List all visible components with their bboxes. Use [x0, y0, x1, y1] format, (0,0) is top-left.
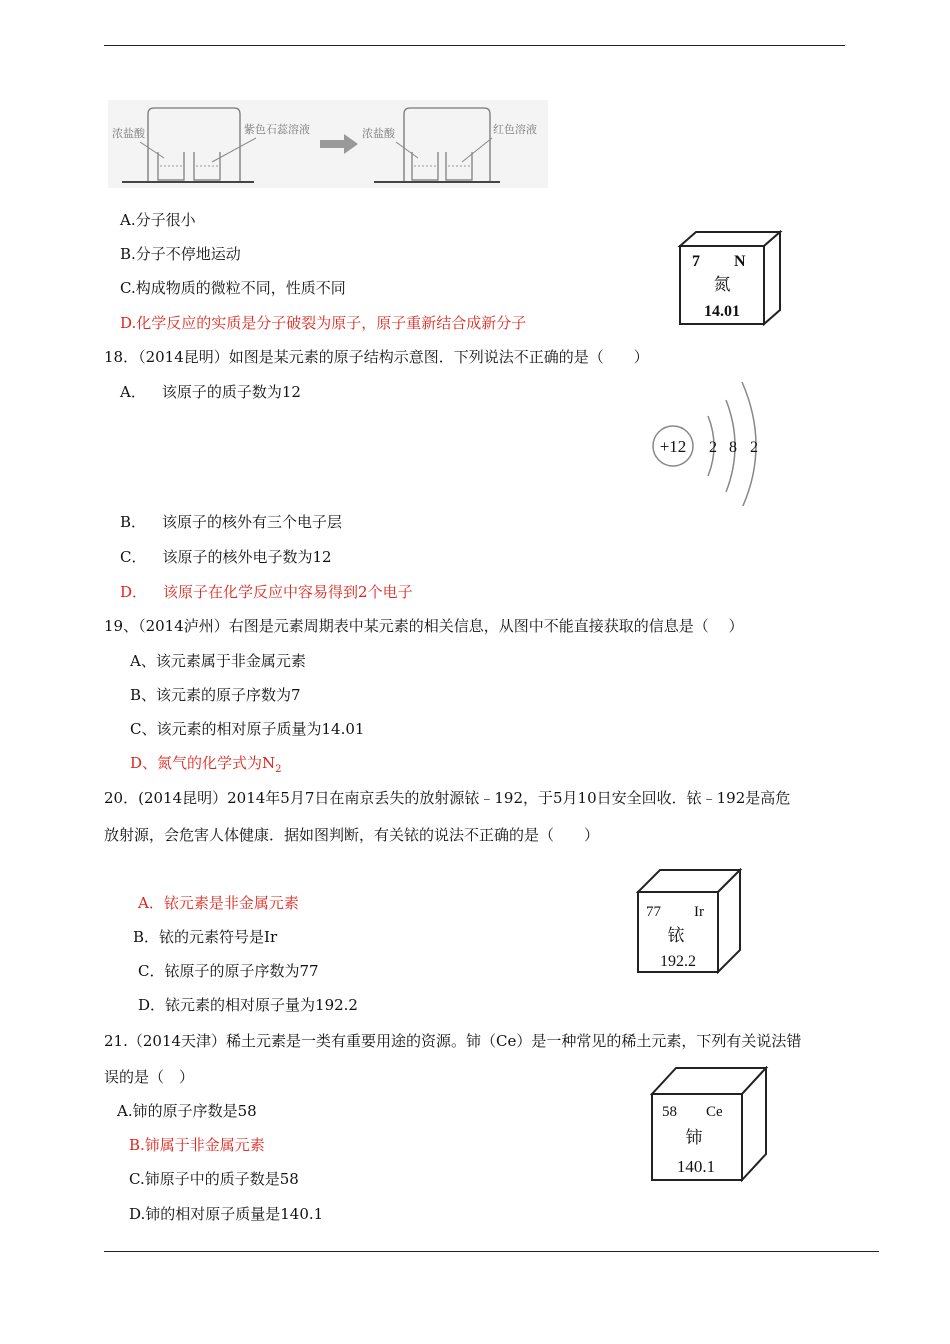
q17-option-a: A.分子很小 [120, 211, 196, 229]
iridium-number: 77 [646, 904, 661, 920]
footer-rule [104, 1251, 879, 1252]
q18-option-a-label: A． [120, 383, 146, 401]
q18-option-c-label: C． [120, 548, 147, 566]
q20-stem-line-1: 20．(2014昆明）2014年5月7日在南京丢失的放射源铱﹣192，于5月10日安全回收．铱﹣192是高危 [104, 789, 791, 807]
left-acid-label: 浓盐酸 [112, 127, 145, 140]
q18-option-d-answer [120, 582, 413, 602]
experiment-figure [108, 100, 548, 188]
cerium-number: 58 [662, 1104, 677, 1120]
q18-option-b-text: 该原子的核外有三个电子层 [162, 513, 343, 531]
electron-count-shell-3: 2 [750, 439, 758, 456]
q20-option-a-answer: A．铱元素是非金属元素 [138, 894, 299, 912]
q21-option-c: C.铈原子中的质子数是58 [129, 1170, 299, 1188]
atom-structure-diagram [646, 376, 766, 506]
nitrogen-name: 氮 [713, 275, 731, 294]
iridium-element-card [636, 868, 746, 976]
q17-option-b: B.分子不停地运动 [120, 245, 241, 263]
cerium-name: 铈 [685, 1128, 703, 1147]
q19-option-a: A、该元素属于非金属元素 [130, 652, 306, 670]
q17-option-c: C.构成物质的微粒不同，性质不同 [120, 279, 346, 297]
iridium-mass: 192.2 [660, 953, 696, 970]
q18-option-b-label: B． [120, 513, 147, 531]
q18-stem: 18．（2014昆明）如图是某元素的原子结构示意图．下列说法不正确的是（ ） [104, 348, 649, 366]
right-solution-label: 红色溶液 [493, 123, 537, 136]
nitrogen-symbol: N [734, 253, 746, 270]
q21-option-d: D.铈的相对原子质量是140.1 [129, 1205, 324, 1223]
cerium-mass: 140.1 [676, 1157, 716, 1176]
q21-stem-line-2: 误的是（ ） [104, 1068, 195, 1086]
nitrogen-element-card [676, 230, 786, 330]
q21-option-b-answer: B.铈属于非金属元素 [129, 1136, 265, 1154]
q19-stem: 19、（2014泸州）右图是元素周期表中某元素的相关信息，从图中不能直接获取的信息是（ ） [104, 617, 744, 635]
q18-option-a [120, 382, 301, 402]
q19-option-d-text: D、氮气的化学式为N [130, 754, 276, 772]
q20-option-b: B．铱的元素符号是Ir [133, 928, 278, 946]
q19-option-c: C、该元素的相对原子质量为14.01 [130, 720, 365, 738]
q18-option-d-label: D． [120, 583, 148, 601]
q18-option-a-text: 该原子的质子数为12 [161, 383, 301, 401]
iridium-name: 铱 [667, 926, 685, 945]
electron-count-shell-1: 2 [709, 439, 717, 456]
q18-option-c-text: 该原子的核外电子数为12 [162, 548, 332, 566]
q20-option-d: D．铱元素的相对原子量为192.2 [138, 996, 358, 1014]
iridium-symbol: Ir [694, 904, 704, 920]
q19-option-d-subscript: 2 [275, 764, 282, 775]
left-solution-label: 紫色石蕊溶液 [244, 123, 310, 136]
atom-nucleus-charge: +12 [659, 437, 687, 456]
q19-option-d-answer [130, 753, 282, 780]
cerium-symbol: Ce [706, 1104, 723, 1120]
q21-stem-line-1: 21.（2014天津）稀土元素是一类有重要用途的资源。铈（Ce）是一种常见的稀土元素，下列有关说法错 [104, 1032, 802, 1050]
right-acid-label: 浓盐酸 [362, 127, 395, 140]
q18-option-d-text: 该原子在化学反应中容易得到2个电子 [163, 583, 413, 601]
q19-option-b: B、该元素的原子序数为7 [130, 686, 301, 704]
cerium-element-card [650, 1066, 770, 1184]
q20-stem-line-2: 放射源，会危害人体健康．据如图判断，有关铱的说法不正确的是（ ） [104, 826, 600, 844]
electron-count-shell-2: 8 [729, 439, 737, 456]
q20-option-c: C．铱原子的原子序数为77 [138, 962, 319, 980]
nitrogen-mass: 14.01 [704, 303, 740, 320]
q18-option-c [120, 547, 332, 567]
q17-option-d-answer: D.化学反应的实质是分子破裂为原子，原子重新结合成新分子 [120, 314, 527, 332]
header-rule [104, 45, 845, 46]
q21-option-a: A.铈的原子序数是58 [117, 1102, 257, 1120]
nitrogen-number: 7 [692, 253, 700, 270]
q18-option-b [120, 512, 342, 532]
